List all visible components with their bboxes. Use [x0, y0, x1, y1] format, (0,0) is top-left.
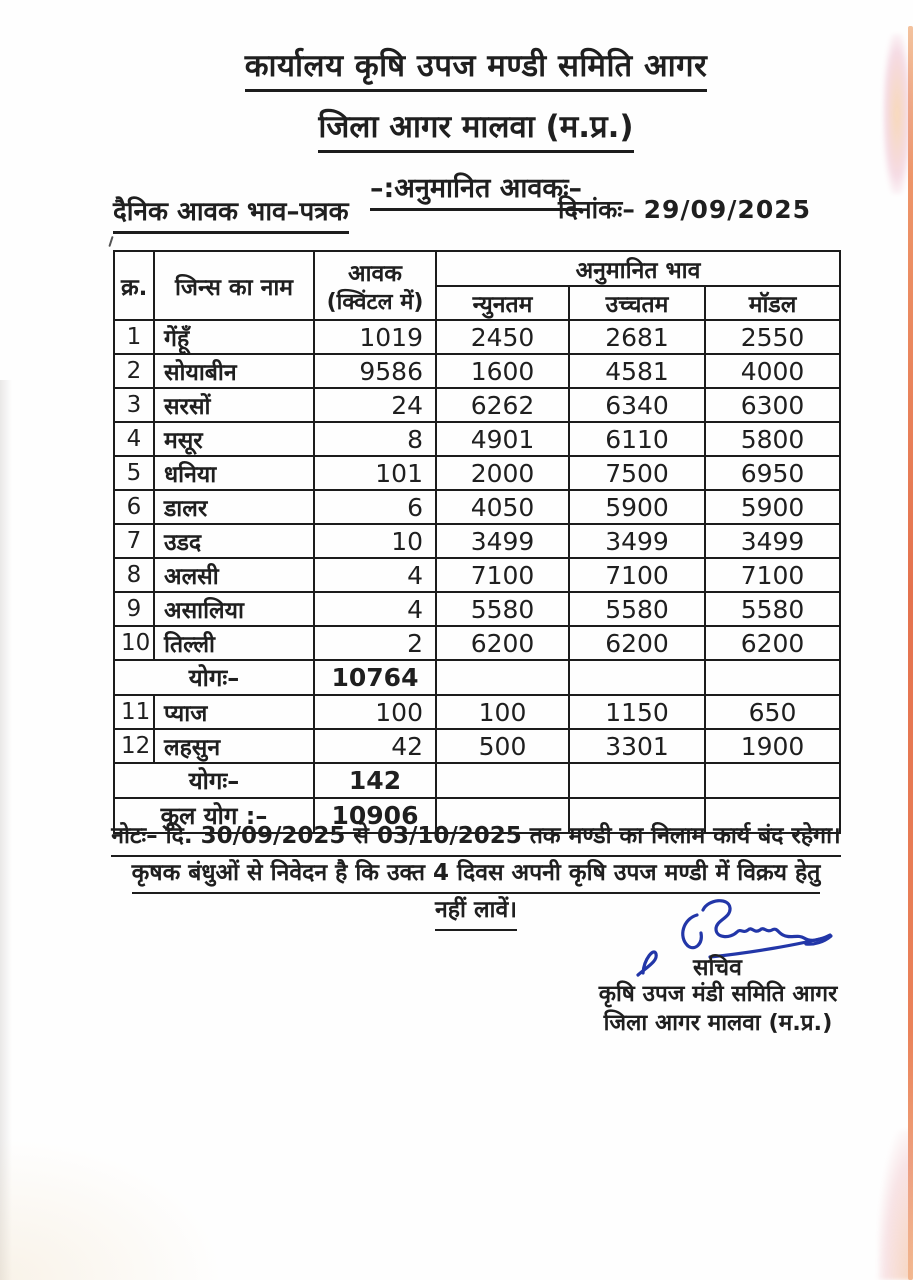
cell-commodity: तिल्ली: [154, 626, 314, 660]
empty-cell: [569, 660, 705, 695]
cell-modal: 4000: [705, 354, 840, 388]
cell-min: 4901: [436, 422, 569, 456]
stray-pen-tick: [108, 236, 113, 247]
scan-blob-bottom-right: [878, 1130, 912, 1280]
date-value: 29/09/2025: [643, 195, 811, 224]
cell-min: 1600: [436, 354, 569, 388]
table-row: [114, 695, 840, 729]
scan-edge-strip-right: [908, 26, 913, 1280]
meta-row: [113, 192, 839, 234]
cell-arrival: 24: [314, 388, 436, 422]
cell-modal: 5580: [705, 592, 840, 626]
table-row: [114, 729, 840, 763]
table-row: [114, 524, 840, 558]
cell-sno: 3: [114, 388, 154, 422]
cell-max: 5580: [569, 592, 705, 626]
page-title: कार्यालय कृषि उपज मण्डी समिति आगर: [245, 44, 708, 92]
note-line3: नहीं लावें।: [435, 894, 517, 931]
cell-modal: 2550: [705, 320, 840, 354]
cell-max: 6110: [569, 422, 705, 456]
cell-max: 4581: [569, 354, 705, 388]
table-header-row: [114, 251, 840, 286]
cell-min: 3499: [436, 524, 569, 558]
district-subtitle: जिला आगर मालवा (म.प्र.): [318, 105, 633, 153]
table-row: [114, 490, 840, 524]
empty-cell: [436, 763, 569, 798]
cell-min: 500: [436, 729, 569, 763]
cell-sno: 12: [114, 729, 154, 763]
cell-modal: 3499: [705, 524, 840, 558]
col-header-arrival-line2: (क्विंटल में): [326, 289, 424, 315]
table-row: [114, 558, 840, 592]
cell-sno: 8: [114, 558, 154, 592]
col-header-estimated-group: अनुमानित भाव: [436, 251, 840, 286]
scan-tint-bottom-left: [0, 1140, 220, 1280]
table-row: [114, 626, 840, 660]
cell-max: 3499: [569, 524, 705, 558]
cell-sno: 11: [114, 695, 154, 729]
cell-arrival: 9586: [314, 354, 436, 388]
note-line2: कृषक बंधुओं से निवेदन है कि उक्त 4 दिवस अपनी कृषि उपज मण्डी में विक्रय हेतु: [132, 857, 821, 894]
cell-modal: 6200: [705, 626, 840, 660]
cell-arrival: 4: [314, 558, 436, 592]
cell-arrival: 101: [314, 456, 436, 490]
cell-commodity: अलसी: [154, 558, 314, 592]
cell-min: 2450: [436, 320, 569, 354]
subtotal-label: योगः–: [114, 763, 314, 798]
scan-blob-top-right: [883, 34, 911, 194]
cell-modal: 1900: [705, 729, 840, 763]
cell-max: 6200: [569, 626, 705, 660]
rates-table: [113, 250, 841, 834]
subtotal-value: 142: [314, 763, 436, 798]
cell-commodity: सोयाबीन: [154, 354, 314, 388]
cell-max: 1150: [569, 695, 705, 729]
cell-modal: 5900: [705, 490, 840, 524]
cell-arrival: 2: [314, 626, 436, 660]
cell-sno: 7: [114, 524, 154, 558]
table-row: [114, 592, 840, 626]
cell-sno: 5: [114, 456, 154, 490]
signature-org-line2: जिला आगर मालवा (म.प्र.): [603, 1010, 833, 1036]
subtotal-value: 10764: [314, 660, 436, 695]
cell-sno: 2: [114, 354, 154, 388]
cell-arrival: 4: [314, 592, 436, 626]
subtotal-row: [114, 660, 840, 695]
sheet-label: दैनिक आवक भाव–पत्रक: [113, 192, 349, 234]
cell-max: 5900: [569, 490, 705, 524]
cell-min: 7100: [436, 558, 569, 592]
note-line1: नोटः– दि. 30/09/2025 से 03/10/2025 तक मण्डी का निलाम कार्य बंद रहेगा।: [111, 820, 841, 857]
table-row: [114, 422, 840, 456]
cell-arrival: 10: [314, 524, 436, 558]
empty-cell: [705, 763, 840, 798]
cell-arrival: 1019: [314, 320, 436, 354]
cell-sno: 6: [114, 490, 154, 524]
cell-commodity: उडद: [154, 524, 314, 558]
cell-min: 100: [436, 695, 569, 729]
col-header-arrival: [314, 251, 436, 320]
cell-sno: 4: [114, 422, 154, 456]
empty-cell: [705, 660, 840, 695]
cell-max: 3301: [569, 729, 705, 763]
cell-max: 2681: [569, 320, 705, 354]
col-header-arrival-line1: आवक: [348, 260, 402, 287]
table-row: [114, 320, 840, 354]
cell-modal: 5800: [705, 422, 840, 456]
cell-commodity: धनिया: [154, 456, 314, 490]
cell-min: 6262: [436, 388, 569, 422]
cell-commodity: प्याज: [154, 695, 314, 729]
cell-commodity: लहसुन: [154, 729, 314, 763]
subtotal-label: योगः–: [114, 660, 314, 695]
col-header-sno: क्र.: [114, 251, 154, 320]
cell-max: 7100: [569, 558, 705, 592]
cell-modal: 6950: [705, 456, 840, 490]
cell-modal: 650: [705, 695, 840, 729]
date-label: दिनांकः–: [558, 195, 635, 224]
subtotal-row: [114, 763, 840, 798]
cell-arrival: 100: [314, 695, 436, 729]
cell-sno: 10: [114, 626, 154, 660]
date-line: [558, 192, 839, 226]
table-row: [114, 456, 840, 490]
cell-commodity: सरसों: [154, 388, 314, 422]
document-header: [113, 44, 839, 211]
signature-org-line1: कृषि उपज मंडी समिति आगर: [598, 981, 838, 1007]
cell-max: 7500: [569, 456, 705, 490]
col-header-max: उच्चतम: [569, 286, 705, 320]
cell-commodity: गेंहूँ: [154, 320, 314, 354]
grand-total-label: कुल योग :–: [114, 798, 314, 833]
cell-sno: 9: [114, 592, 154, 626]
table-row: [114, 388, 840, 422]
col-header-commodity: जिन्स का नाम: [154, 251, 314, 320]
cell-arrival: 6: [314, 490, 436, 524]
cell-commodity: मसूर: [154, 422, 314, 456]
cell-arrival: 42: [314, 729, 436, 763]
cell-commodity: असालिया: [154, 592, 314, 626]
empty-cell: [569, 763, 705, 798]
col-header-modal: मॉडल: [705, 286, 840, 320]
cell-commodity: डालर: [154, 490, 314, 524]
grand-total-value: 10906: [314, 798, 436, 833]
cell-modal: 6300: [705, 388, 840, 422]
cell-min: 6200: [436, 626, 569, 660]
estimated-arrival-heading: –:अनुमानित आवकः–: [370, 168, 582, 211]
cell-modal: 7100: [705, 558, 840, 592]
col-header-min: न्युनतम: [436, 286, 569, 320]
cell-sno: 1: [114, 320, 154, 354]
empty-cell: [436, 660, 569, 695]
cell-min: 2000: [436, 456, 569, 490]
cell-min: 4050: [436, 490, 569, 524]
designation-label: सचिव: [693, 955, 742, 981]
cell-min: 5580: [436, 592, 569, 626]
cell-max: 6340: [569, 388, 705, 422]
cell-arrival: 8: [314, 422, 436, 456]
table-row: [114, 354, 840, 388]
